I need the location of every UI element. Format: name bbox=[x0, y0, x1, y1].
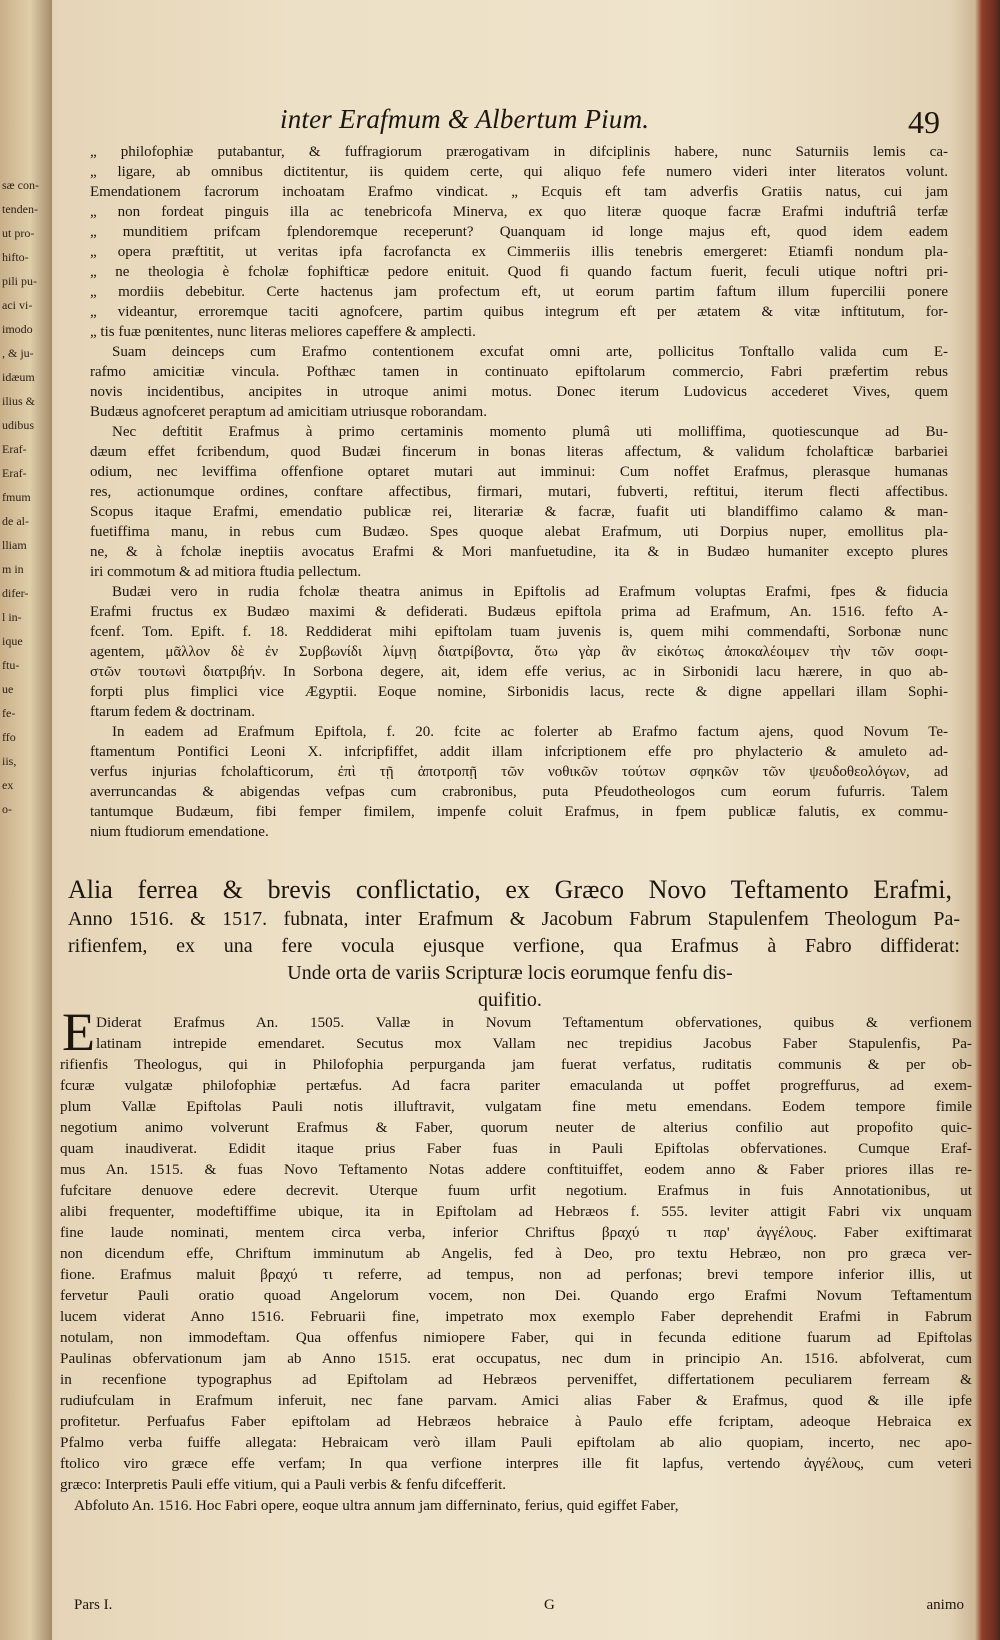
text-line: novis incidentibus, ancipites in utroque animi motus. Donec iterum Ludovicus accederet Vives, quem bbox=[90, 384, 948, 400]
paragraph-block-1 bbox=[90, 142, 948, 842]
left-margin-fragment: ique bbox=[2, 634, 23, 648]
right-page bbox=[60, 0, 975, 1640]
text-line: tantumque Budæum, fibi femper fimilem, impenfe coluit Erafmus, in fpem publicæ falutis, ex commu- bbox=[90, 804, 948, 820]
text-line: Scopus itaque Erafmi, emendatio publicæ rei, literariæ & facræ, fuafit uti blandiffimo calamo & man- bbox=[90, 504, 948, 520]
text-line: rifienfis Theologus, qui in Philofophia perpurganda jam fuerat verfatus, ruditatis communis & per ob- bbox=[60, 1056, 972, 1073]
text-line: „ ne theologia è fcholæ fophifticæ pedore enituit. Quod fi quando factum fuerit, feculi utique noftri pri- bbox=[90, 264, 948, 280]
left-margin-fragment: ut pro- bbox=[2, 226, 35, 240]
left-margin-fragment: ffo bbox=[2, 730, 16, 744]
text-line: plum Vallæ Epiftolas Pauli notis illuftravit, vulgatam fine metu emendans. Eodem tempore fimile bbox=[60, 1098, 972, 1115]
heading-line: quifitio. bbox=[478, 989, 542, 1011]
text-line: negotium animo volverunt Erafmus & Faber, quorum neuter de alterius confilio aut propofito quic- bbox=[60, 1119, 972, 1136]
text-line: Suam deinceps cum Erafmo contentionem excufat omni arte, pollicitus Tonftallo valida cum E- bbox=[112, 344, 948, 360]
left-margin-fragment: Eraf- bbox=[2, 466, 27, 480]
left-margin-fragment: tenden- bbox=[2, 202, 38, 216]
page-footer bbox=[74, 1597, 964, 1619]
text-line: verfus injurias fcholafticorum, ἐπὶ τῇ ἀποτροπῇ τῶν νοθικῶν τούτων σφηκῶν τῶν ψευδοθεολόγων, ad bbox=[90, 764, 948, 780]
text-line: rafmo amicitiæ vincula. Pofthæc tamen in continuato epiftolarum commercio, Fabri præfertim rebus bbox=[90, 364, 948, 380]
text-line: „ munditiem prifcam fplendoremque receperunt? Quanquam id longe majus eft, quod idem eadem bbox=[90, 224, 948, 240]
left-margin-fragment: hifto- bbox=[2, 250, 29, 264]
left-margin-fragment: l in- bbox=[2, 610, 22, 624]
text-line: rudiufculam in Erafmum inferuit, nec fane parvam. Amici alias Faber & Erafmus, quod & ille ipfe bbox=[60, 1392, 972, 1409]
left-page-margin bbox=[0, 0, 52, 1640]
left-margin-fragment: iis, bbox=[2, 754, 17, 768]
left-margin-fragment: imodo bbox=[2, 322, 33, 336]
text-line: profitetur. Perfuafus Faber epiftolam ad Hebræos hebraice à Paulo effe fcriptam, adeoque Hebraica ex bbox=[60, 1413, 972, 1430]
heading-line: Unde orta de variis Scripturæ locis eorumque fenfu dis- bbox=[287, 962, 733, 984]
left-margin-fragment: ue bbox=[2, 682, 14, 696]
text-line: Diderat Erafmus An. 1505. Vallæ in Novum Teftamentum obfervationes, quibus & verfionem bbox=[96, 1014, 972, 1031]
text-line: Emendationem facrorum inchoatam Erafmo vindicat. „ Ecquis eft tam adverfis Gratiis natus, cui jam bbox=[90, 184, 948, 200]
text-line: iri commotum & ad mitiora ftudia pellectum. bbox=[90, 564, 362, 580]
text-line: mus An. 1515. & fuas Novo Teftamento Notas addere conftituiffet, eodem anno & Faber priores illas re- bbox=[60, 1161, 972, 1178]
text-line: „ tis fuæ pœnitentes, nunc literas meliores capeffere & amplecti. bbox=[90, 324, 476, 340]
left-margin-fragment: de al- bbox=[2, 514, 29, 528]
text-line: fine laude nominati, mentem circa verba, inferior Chriftus βραχύ τι παρ' ἀγγέλους. Faber exiftimarat bbox=[60, 1224, 972, 1241]
text-line: agentem, μᾶλλον δὲ ἐν Συρβωνίδι λίμνῃ διατρίβοντα, ὅτω γὰρ ἂν εἰκότως ἀποκαλέοιμεν τὴν τῶν σοφι- bbox=[90, 644, 948, 660]
text-line: Erafmi fructus ex Budæo maximi & defiderati. Budæus epiftola prima ad Erafmum, An. 1516. fefto A- bbox=[90, 604, 948, 620]
running-head: inter Erafmum & Albertum Pium. bbox=[280, 104, 650, 134]
catchword: animo bbox=[926, 1597, 964, 1613]
text-line: ftamentum Pontifici Leoni X. infcripfiffet, addit illam infcriptionem effe pro phylacterio & amuleto ad- bbox=[90, 744, 948, 760]
text-line: odium, nec leviffima offenfione optaret mutari aut imminui: Cum noffet Erafmus, plerasque humanas bbox=[90, 464, 948, 480]
text-line: Budæi vero in rudia fcholæ theatra animus in Epiftolis ad Erafmum voluptas Erafmi, fpes & fiducia bbox=[112, 584, 948, 600]
left-margin-fragment: Eraf- bbox=[2, 442, 27, 456]
left-margin-fragment: aci vi- bbox=[2, 298, 33, 312]
left-margin-fragment: ilius & bbox=[2, 394, 36, 408]
text-line: fcenf. Tom. Epift. f. 18. Reddiderat mihi epiftolam tuam juvenis is, quem mihi commendafti, Sorbonæ nunc bbox=[90, 624, 948, 640]
text-line: forpti plus fimplici vice Ægyptii. Eoque nomine, Sirbonidis lacus, recte & digne appellari illam Sophi- bbox=[90, 684, 948, 700]
text-line: „ videantur, erroremque taciti agnofcere, partim quibus integrum eft per ætatem & vitæ inftitutum, for- bbox=[90, 304, 948, 320]
text-line: In eadem ad Erafmum Epiftola, f. 20. fcite ac folerter ab Erafmo factum ajens, quod Novum Te- bbox=[112, 724, 948, 740]
text-line: alibi frequenter, modeftiffime ubique, ita in Epiftolam ad Hebræos f. 555. leviter attigit Fabri vix unquam bbox=[60, 1203, 972, 1220]
left-margin-fragment: idæum bbox=[2, 370, 35, 384]
text-line: in recenfione typographus ad Epiftolam ad Hebræos perveniffet, differtationem peculiarem ferream & bbox=[60, 1371, 972, 1388]
text-line: notulam, non immodeftam. Qua offenfus nimiopere Faber, qui in fecunda editione fuarum ad Epiftolas bbox=[60, 1329, 972, 1346]
page-number: 49 bbox=[908, 104, 940, 140]
text-line: „ ligare, ab omnibus dictitentur, iis quidem certe, qui aliquo fefe numero videri inter literatos volunt. bbox=[90, 164, 948, 180]
heading-line: Alia ferrea & brevis conflictatio, ex Græco Novo Teftamento Erafmi, bbox=[68, 875, 952, 904]
text-line: non dicendum effe, Chriftum imminutum ab Angelis, fed à Deo, pro textu Hebræo, non pro græca ver- bbox=[60, 1245, 972, 1262]
text-line: fcuræ vulgatæ philofophiæ pertæfus. Ad facra pariter emaculanda ut poffet progreffurus, ad exem- bbox=[60, 1077, 972, 1094]
text-line: averruncandas & abigendas vefpas cum crabronibus, puta Pfeudotheologos cum eorum fufurris. Talem bbox=[90, 784, 948, 800]
left-margin-fragment: o- bbox=[2, 802, 12, 816]
text-line: Paulinas obfervationum jam ab Anno 1515. erat occupatus, nec dum in principio An. 1516. abfolverat, cum bbox=[60, 1350, 972, 1367]
text-line: græco: Interpretis Pauli effe vitium, qui a Pauli verbis & fenfu difcefferit. bbox=[60, 1476, 507, 1493]
text-line: dæum effet fcribendum, quod Budæi fincerum in bonas literas affectum, & validum fcholafticæ barbariei bbox=[90, 444, 948, 460]
left-margin-fragment: fmum bbox=[2, 490, 31, 504]
section-heading bbox=[60, 874, 960, 1014]
text-line: fufcitare denuove edere decrevit. Uterque fuum urfit negotium. Erafmus in fuis Annotationibus, ut bbox=[60, 1182, 972, 1199]
text-line: lucem viderat Anno 1516. Februarii fine, impetrato mox exemplo Faber deprehendit Erafmi in Fabrum bbox=[60, 1308, 972, 1325]
text-line: res, actionumque ordines, conftare affectibus, firmari, mutari, fubverti, reftitui, iterum flecti affectibus. bbox=[90, 484, 948, 500]
text-line: fuetiffima manu, in rebus cum Budæo. Spes quoque alebat Erafmum, uti Dorpius nuper, emollitus pla- bbox=[90, 524, 948, 540]
left-margin-fragment: pili pu- bbox=[2, 274, 37, 288]
text-line: Budæus agnofceret peraptum ad amicitiam utriusque roborandam. bbox=[90, 404, 487, 420]
gathering-mark: G bbox=[544, 1597, 555, 1613]
left-margin-fragment: , & ju- bbox=[2, 346, 34, 360]
signature-mark: Pars I. bbox=[74, 1597, 113, 1613]
left-margin-fragment: difer- bbox=[2, 586, 29, 600]
page-header bbox=[60, 104, 940, 144]
left-margin-fragment: m in bbox=[2, 562, 24, 576]
text-line: Nec deftitit Erafmus à primo certaminis momento plumâ uti molliffima, quotiescunque ad Bu- bbox=[112, 424, 948, 440]
left-margin-fragment: udibus bbox=[2, 418, 35, 432]
text-line: „ non fordeat pinguis illa ac tenebricofa Minerva, ex quo literæ quoque facræ Erafmi induftriâ terfæ bbox=[90, 204, 948, 220]
text-line: fervetur Pauli oratio quoad Angelorum vocem, non Dei. Quando ergo Erafmi Novum Teftamentum bbox=[60, 1287, 972, 1304]
drop-cap: E bbox=[62, 1002, 95, 1062]
text-line: „ opera præftitit, ut veritas ipfa facrofancta ex Cimmeriis illis tenebris emergeret: Etiamfi nondum pla- bbox=[90, 244, 948, 260]
text-line: fione. Erafmus maluit βραχύ τι referre, ad tempus, non ad perfonas; brevi tempore inferior illis, ut bbox=[60, 1266, 972, 1283]
paragraph-block-2 bbox=[60, 1012, 972, 1516]
text-line: στῶν τουτωνὶ διατριβήν. In Sorbona degere, ait, idem effe verius, ac in Sirbonidi lacu hærere, in quo ab- bbox=[90, 664, 948, 680]
text-line: quam inaudiverat. Edidit itaque prius Faber fuas in Pauli Epiftolas obfervationes. Cumque Eraf- bbox=[60, 1140, 972, 1157]
text-line: nium ftudiorum emendatione. bbox=[90, 824, 269, 840]
text-line: ftolico viro græce effe verfam; In qua verfione interpres ille fit lapfus, vertendo ἀγγέλους, cum veteri bbox=[60, 1455, 972, 1472]
left-margin-fragment: lliam bbox=[2, 538, 27, 552]
heading-line: rifienfem, ex una fere vocula ejusque verfione, qua Erafmus à Fabro diffiderat: bbox=[68, 935, 960, 957]
text-line: Abfoluto An. 1516. Hoc Fabri opere, eoque ultra annum jam differninato, ferius, quid egiffet Faber, bbox=[74, 1497, 679, 1514]
text-line: „ philofophiæ putabantur, & fuffragiorum prærogativam in difciplinis habere, nunc Saturniis lemis ca- bbox=[90, 144, 948, 160]
left-margin-fragment: ex bbox=[2, 778, 14, 792]
text-line: „ mordiis debebitur. Certe hactenus jam profectum eft, ut eorum partim faftum illum fupercilii ponere bbox=[90, 284, 948, 300]
left-margin-fragment: sæ con- bbox=[2, 178, 39, 192]
text-line: Pfalmo verba fuiffe allegata: Hebraicam verò illam Pauli epiftolam ab alio quopiam, incerto, nec apo- bbox=[60, 1434, 972, 1451]
text-line: ftarum fedem & doctrinam. bbox=[90, 704, 255, 720]
text-line: latinam intrepide emendaret. Secutus mox Vallam nec trepidius Jacobus Faber Stapulenfis, Pa- bbox=[96, 1035, 972, 1052]
text-line: ne, & à fcholæ ineptiis avocatus Erafmi & Mori manfuetudine, ita & in Budæo humaniter excepto plures bbox=[90, 544, 948, 560]
left-margin-fragment: ftu- bbox=[2, 658, 20, 672]
heading-line: Anno 1516. & 1517. fubnata, inter Erafmum & Jacobum Fabrum Stapulenfem Theologum Pa- bbox=[68, 908, 960, 930]
left-margin-fragment: fe- bbox=[2, 706, 16, 720]
